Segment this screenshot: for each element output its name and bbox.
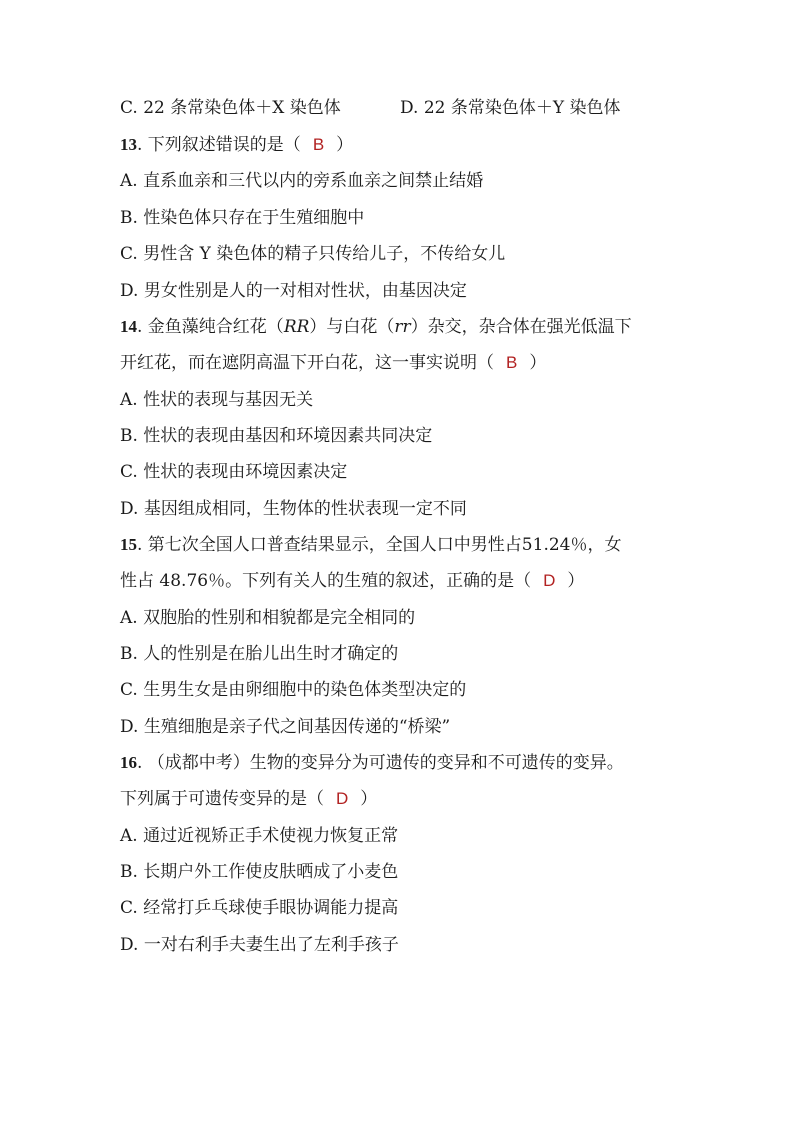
q16-option-b: B. 长期户外工作使皮肤晒成了小麦色: [120, 862, 399, 882]
q15-close: ）: [567, 571, 585, 591]
q13-stem-text: . 下列叙述错误的是（: [137, 135, 301, 155]
q14-answer: B: [506, 353, 518, 372]
q14-gene-rr-dominant: RR: [283, 317, 310, 337]
q16-stem-line2: [120, 787, 377, 811]
q14-option-c: C. 性状的表现由环境因素决定: [120, 462, 348, 482]
q14-option-b: B. 性状的表现由基因和环境因素共同决定: [120, 426, 433, 446]
q14-stem-line2-text: 开红花，而在遮阴高温下开白花，这一事实说明（: [120, 353, 494, 373]
q14-stem-c: ）杂交，杂合体在强光低温下: [410, 317, 632, 337]
q14-close: ）: [529, 353, 547, 373]
q16-stem-line1-text: . （成都中考）生物的变异分为可遗传的变异和不可遗传的变异。: [137, 753, 624, 773]
q16-option-a: A. 通过近视矫正手术使视力恢复正常: [120, 826, 399, 846]
q15-number: 15: [120, 535, 137, 554]
q14-stem-b: ）与白花（: [309, 317, 395, 337]
q13-answer: B: [312, 135, 325, 154]
q15-option-d: D. 生殖细胞是亲子代之间基因传递的“桥梁”: [120, 717, 451, 737]
q16-number: 16: [120, 753, 137, 772]
q16-stem-line1: [120, 751, 624, 775]
q16-close: ）: [360, 789, 378, 809]
q15-stem-line1: [120, 533, 621, 557]
q15-option-b: B. 人的性别是在胎儿出生时才确定的: [120, 644, 399, 664]
q15-stem-line1-text: . 第七次全国人口普查结果显示，全国人口中男性占51.24％，女: [137, 535, 622, 555]
q14-option-d: D. 基因组成相同，生物体的性状表现一定不同: [120, 499, 467, 519]
q15-option-c: C. 生男生女是由卵细胞中的染色体类型决定的: [120, 680, 467, 700]
q14-option-a: A. 性状的表现与基因无关: [120, 390, 314, 410]
q13-number: 13: [120, 135, 137, 154]
q12-option-d: D. 22 条常染色体＋Y 染色体: [400, 98, 621, 118]
q13-option-a: A. 直系血亲和三代以内的旁系血亲之间禁止结婚: [120, 171, 484, 191]
q15-stem-line2-text: 性占 48.76％。下列有关人的生殖的叙述，正确的是（: [120, 571, 532, 591]
q13-option-c: C. 男性含 Y 染色体的精子只传给儿子，不传给女儿: [120, 244, 506, 264]
q14-gene-rr-recessive: rr: [394, 317, 411, 337]
q14-stem-line2: [120, 351, 546, 375]
q16-option-d: D. 一对右利手夫妻生出了左利手孩子: [120, 935, 399, 955]
q16-stem-line2-text: 下列属于可遗传变异的是（: [120, 789, 324, 809]
q15-option-a: A. 双胞胎的性别和相貌都是完全相同的: [120, 608, 416, 628]
q14-stem-a: . 金鱼藻纯合红花（: [137, 317, 284, 337]
q15-answer: D: [543, 571, 556, 590]
q14-stem-line1: [120, 315, 632, 339]
q13-close: ）: [336, 135, 354, 155]
q13-stem: [120, 133, 353, 157]
q13-option-d: D. 男女性别是人的一对相对性状，由基因决定: [120, 281, 467, 301]
q13-option-b: B. 性染色体只存在于生殖细胞中: [120, 208, 365, 228]
q12-option-c: C. 22 条常染色体＋X 染色体: [120, 98, 341, 118]
q14-number: 14: [120, 317, 137, 336]
q16-option-c: C. 经常打乒乓球使手眼协调能力提高: [120, 898, 399, 918]
q15-stem-line2: [120, 569, 584, 593]
q16-answer: D: [336, 789, 349, 808]
